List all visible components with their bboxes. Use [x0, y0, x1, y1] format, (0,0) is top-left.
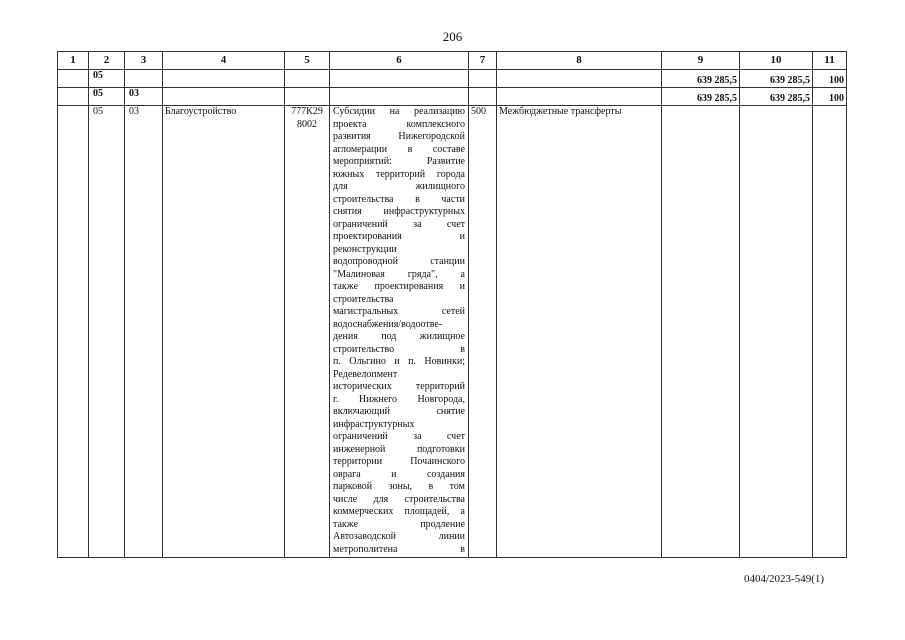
description-line: парковой зоны, в том — [333, 481, 465, 492]
header-cell: 2 — [89, 52, 125, 70]
description-line: исторических территорий — [333, 381, 465, 392]
description-line: инженерной подготовки — [333, 443, 465, 455]
description-line: для жилищного — [333, 181, 465, 192]
subsection-code: 03 — [125, 88, 163, 106]
description-line: п. Ольгино и п. Новинки; — [333, 356, 465, 367]
description-line: ограничений за счет — [333, 218, 465, 230]
header-cell: 4 — [163, 52, 285, 70]
header-cell: 1 — [58, 52, 89, 70]
description-line: г. Нижнего Новгорода, — [333, 393, 465, 405]
description-line: ограничений за счет — [333, 431, 465, 442]
description-line: Редевелопмент — [333, 368, 398, 380]
description-line: южных территорий города — [333, 168, 465, 180]
subsection-code: 03 — [125, 106, 163, 558]
description-line: проектирования и — [333, 231, 465, 242]
description-line: строительство в — [333, 343, 465, 355]
description-line: водопроводной станции — [333, 256, 465, 267]
section-code: 05 — [89, 70, 125, 88]
description-line: мероприятий: Развитие — [333, 156, 465, 167]
amount-cell: 639 285,5 — [740, 88, 813, 106]
header-cell: 5 — [285, 52, 330, 70]
description-line: "Малиновая гряда", а — [333, 268, 465, 280]
description-line: строительства в части — [333, 193, 465, 205]
description-line: коммерческих площадей, а — [333, 506, 465, 517]
header-cell: 6 — [330, 52, 469, 70]
percent-cell: 100 — [813, 70, 847, 88]
description-line: Субсидии на реализацию — [333, 106, 465, 117]
header-cell: 7 — [469, 52, 497, 70]
description-line: дения под жилищное — [333, 331, 465, 342]
description-line: территории Почаинского — [333, 456, 465, 467]
page-number: 206 — [442, 29, 463, 44]
document-code: 0404/2023-549(1) — [744, 573, 825, 585]
table-row — [58, 88, 847, 106]
description-line: реконструкции — [333, 243, 397, 255]
description-line: проекта комплексного — [333, 118, 465, 130]
description-line: агломерации в составе — [333, 143, 465, 155]
percent-cell: 100 — [813, 88, 847, 106]
table-row — [58, 70, 847, 88]
description-line: развития Нижегородской — [333, 131, 465, 142]
description-line: магистральных сетей — [333, 306, 465, 317]
description-line: также проектирования и — [333, 281, 465, 292]
description-line: также продление — [333, 518, 465, 530]
description-line: строительства — [333, 293, 394, 305]
description-line: числе для строительства — [333, 493, 465, 505]
amount-cell: 639 285,5 — [740, 70, 813, 88]
expense-type-code: 500 — [469, 106, 497, 558]
description-line: оврага и создания — [333, 468, 465, 480]
table-header-row — [58, 52, 847, 70]
target-article-code: 777К29 8002 — [285, 106, 330, 558]
table-row — [58, 106, 847, 558]
header-cell: 9 — [662, 52, 740, 70]
budget-table — [57, 51, 847, 558]
description-line: метрополитена в — [333, 543, 465, 555]
description-cell — [330, 106, 469, 558]
header-cell: 10 — [740, 52, 813, 70]
description-line: снятия инфраструктурных — [333, 206, 465, 217]
section-code: 05 — [89, 106, 125, 558]
item-name: Благоустройство — [163, 106, 285, 558]
header-cell: 11 — [813, 52, 847, 70]
section-code: 05 — [89, 88, 125, 106]
header-cell: 3 — [125, 52, 163, 70]
header-cell: 8 — [497, 52, 662, 70]
amount-cell: 639 285,5 — [662, 88, 740, 106]
description-line: включающий снятие — [333, 406, 465, 417]
description-line: инфраструктурных — [333, 418, 415, 430]
amount-cell: 639 285,5 — [662, 70, 740, 88]
description-line: водоснабжения/водоотве- — [333, 318, 443, 330]
expense-type-name: Межбюджетные трансферты — [497, 106, 662, 558]
description-line: Автозаводской линии — [333, 531, 465, 542]
